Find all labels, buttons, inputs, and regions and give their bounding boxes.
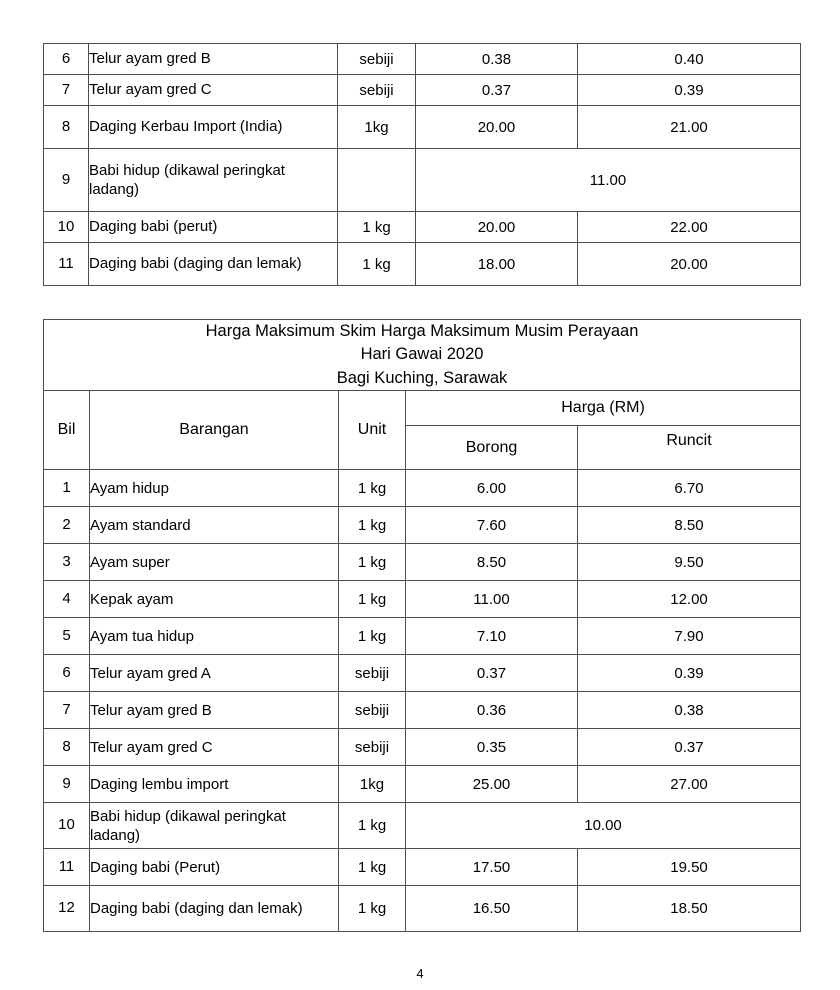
cell-unit: sebiji	[339, 729, 406, 766]
cell-runcit: 21.00	[578, 106, 801, 149]
column-header-unit: Unit	[339, 391, 406, 470]
cell-runcit: 12.00	[578, 581, 801, 618]
cell-barangan: Daging lembu import	[90, 766, 339, 803]
table-row	[44, 618, 801, 655]
table-row	[44, 692, 801, 729]
cell-bil: 12	[44, 886, 90, 932]
cell-barangan: Telur ayam gred C	[90, 729, 339, 766]
cell-unit: sebiji	[338, 44, 416, 75]
cell-runcit: 0.40	[578, 44, 801, 75]
table-title-row	[44, 320, 801, 391]
cell-runcit: 8.50	[578, 507, 801, 544]
table-row	[44, 544, 801, 581]
cell-bil: 6	[44, 44, 89, 75]
header-row-primary	[44, 391, 801, 426]
cell-borong: 8.50	[406, 544, 578, 581]
kuching-table-head	[44, 320, 801, 470]
cell-borong: 7.10	[406, 618, 578, 655]
cell-borong: 0.35	[406, 729, 578, 766]
cell-bil: 7	[44, 692, 90, 729]
cell-borong: 6.00	[406, 470, 578, 507]
cell-bil: 5	[44, 618, 90, 655]
column-header-harga: Harga (RM)	[406, 391, 801, 426]
column-header-bil: Bil	[44, 391, 90, 470]
cell-bil: 8	[44, 106, 89, 149]
cell-unit	[338, 149, 416, 212]
cell-barangan: Telur ayam gred A	[90, 655, 339, 692]
cell-unit: 1 kg	[339, 507, 406, 544]
table-row	[44, 149, 801, 212]
cell-borong: 18.00	[416, 243, 578, 286]
table-row	[44, 470, 801, 507]
cell-unit: 1kg	[338, 106, 416, 149]
table-row	[44, 106, 801, 149]
cell-unit: 1 kg	[338, 212, 416, 243]
cell-bil: 2	[44, 507, 90, 544]
cell-barangan: Daging Kerbau Import (India)	[89, 106, 338, 149]
cell-borong: 20.00	[416, 106, 578, 149]
cell-borong: 0.38	[416, 44, 578, 75]
cell-barangan: Ayam super	[90, 544, 339, 581]
table-title	[44, 320, 801, 391]
cell-barangan: Babi hidup (dikawal peringkat ladang)	[90, 803, 339, 849]
cell-barangan: Ayam hidup	[90, 470, 339, 507]
table-row	[44, 507, 801, 544]
cell-borong: 0.37	[416, 75, 578, 106]
cell-borong: 0.36	[406, 692, 578, 729]
cell-bil: 7	[44, 75, 89, 106]
cell-unit: 1 kg	[339, 581, 406, 618]
cell-unit: 1 kg	[339, 618, 406, 655]
cell-bil: 4	[44, 581, 90, 618]
cell-barangan: Daging babi (daging dan lemak)	[89, 243, 338, 286]
cell-barangan: Telur ayam gred B	[90, 692, 339, 729]
cell-borong: 20.00	[416, 212, 578, 243]
table-title-line-3: Bagi Kuching, Sarawak	[336, 368, 508, 387]
cell-runcit: 0.39	[578, 75, 801, 106]
cell-unit: 1 kg	[339, 886, 406, 932]
cell-bil: 9	[44, 766, 90, 803]
cell-bil: 9	[44, 149, 89, 212]
cell-unit: 1 kg	[339, 803, 406, 849]
cell-runcit: 0.37	[578, 729, 801, 766]
cell-barangan: Daging babi (perut)	[89, 212, 338, 243]
cell-runcit: 20.00	[578, 243, 801, 286]
page-number: 4	[416, 966, 424, 981]
kuching-price-table	[43, 319, 801, 932]
cell-unit: 1 kg	[339, 470, 406, 507]
cell-barangan: Telur ayam gred B	[89, 44, 338, 75]
cell-bil: 8	[44, 729, 90, 766]
table-row	[44, 803, 801, 849]
cell-runcit: 22.00	[578, 212, 801, 243]
table-row	[44, 581, 801, 618]
cell-borong: 16.50	[406, 886, 578, 932]
column-header-runcit: Runcit	[578, 426, 801, 470]
cell-unit: sebiji	[339, 692, 406, 729]
cell-barangan: Telur ayam gred C	[89, 75, 338, 106]
cell-barangan: Ayam standard	[90, 507, 339, 544]
table-row	[44, 655, 801, 692]
table-row	[44, 729, 801, 766]
cell-runcit: 6.70	[578, 470, 801, 507]
cell-runcit: 0.39	[578, 655, 801, 692]
cell-bil: 10	[44, 803, 90, 849]
table-row	[44, 75, 801, 106]
table-title-line-1: Harga Maksimum Skim Harga Maksimum Musim Perayaan	[205, 322, 639, 340]
table-row	[44, 44, 801, 75]
kuching-table-body	[44, 470, 801, 932]
cell-unit: 1 kg	[339, 544, 406, 581]
table-row	[44, 766, 801, 803]
cell-bil: 3	[44, 544, 90, 581]
cell-unit: 1 kg	[338, 243, 416, 286]
cell-bil: 11	[44, 849, 90, 886]
column-header-barangan: Barangan	[90, 391, 339, 470]
cell-borong: 17.50	[406, 849, 578, 886]
cell-bil: 10	[44, 212, 89, 243]
cell-runcit: 0.38	[578, 692, 801, 729]
cell-borong: 0.37	[406, 655, 578, 692]
cell-unit: sebiji	[339, 655, 406, 692]
cell-barangan: Daging babi (Perut)	[90, 849, 339, 886]
table-row	[44, 849, 801, 886]
column-header-borong: Borong	[406, 426, 578, 470]
cell-barangan: Babi hidup (dikawal peringkat ladang)	[89, 149, 338, 212]
continued-price-table	[43, 43, 801, 286]
continued-table-body	[44, 44, 801, 286]
cell-bil: 1	[44, 470, 90, 507]
cell-harga-merged: 10.00	[406, 803, 801, 849]
cell-barangan: Kepak ayam	[90, 581, 339, 618]
cell-bil: 6	[44, 655, 90, 692]
cell-runcit: 7.90	[578, 618, 801, 655]
cell-harga-merged: 11.00	[416, 149, 801, 212]
table-row	[44, 243, 801, 286]
cell-unit: sebiji	[338, 75, 416, 106]
cell-unit: 1 kg	[339, 849, 406, 886]
cell-runcit: 27.00	[578, 766, 801, 803]
cell-unit: 1kg	[339, 766, 406, 803]
cell-borong: 7.60	[406, 507, 578, 544]
table-row	[44, 212, 801, 243]
cell-barangan: Ayam tua hidup	[90, 618, 339, 655]
cell-runcit: 19.50	[578, 849, 801, 886]
cell-runcit: 18.50	[578, 886, 801, 932]
cell-borong: 25.00	[406, 766, 578, 803]
cell-runcit: 9.50	[578, 544, 801, 581]
table-row	[44, 886, 801, 932]
table-title-line-2: Hari Gawai 2020	[360, 345, 484, 364]
cell-barangan: Daging babi (daging dan lemak)	[90, 886, 339, 932]
cell-borong: 11.00	[406, 581, 578, 618]
cell-bil: 11	[44, 243, 89, 286]
